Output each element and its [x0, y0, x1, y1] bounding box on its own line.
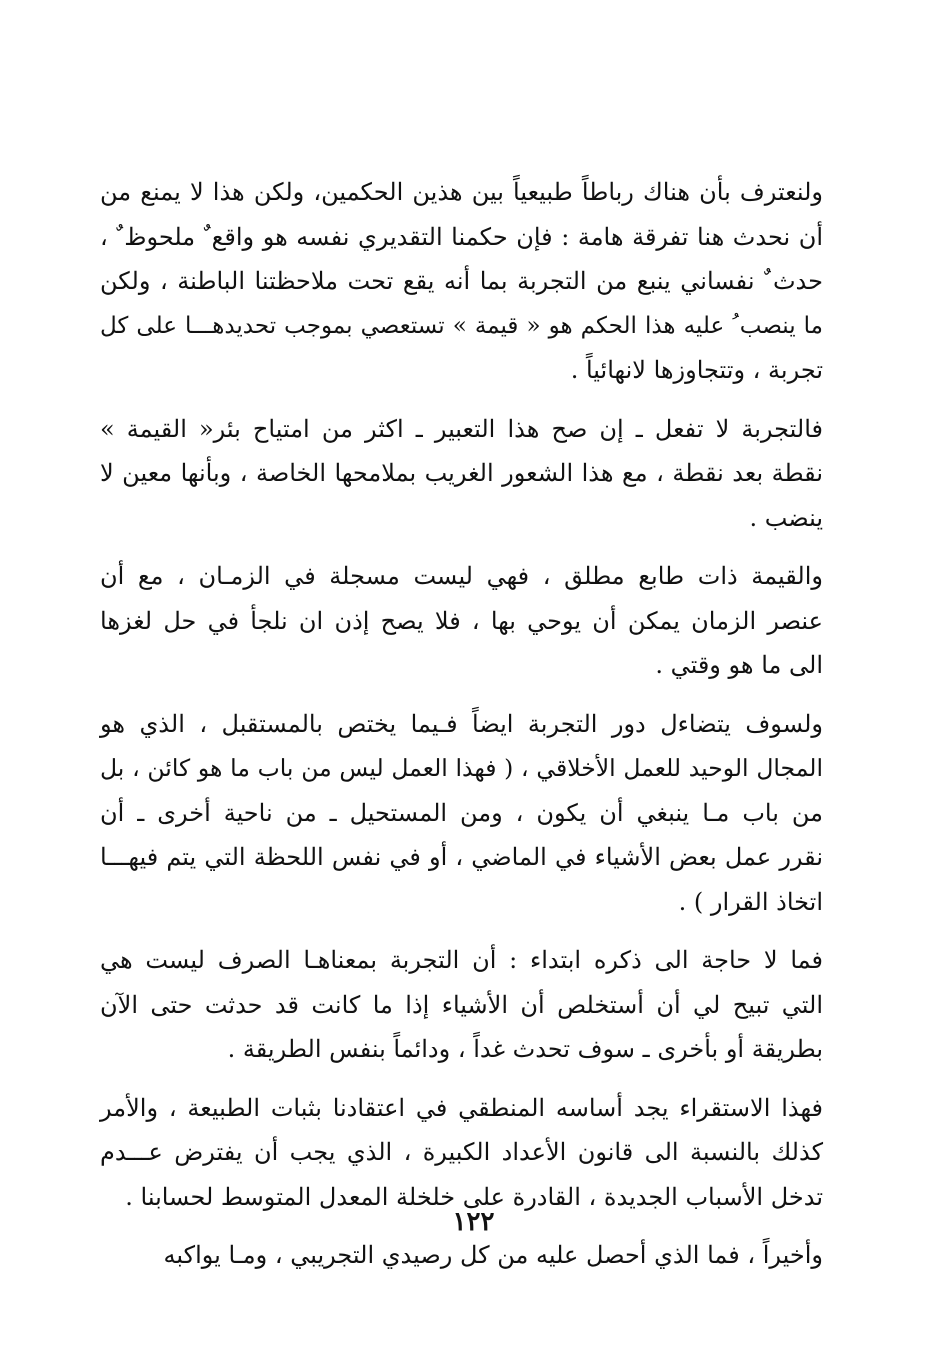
text-line: من باب مـا ينبغي أن يكون ، ومن المستحيل ـ من ناحية أخرى ـ أن — [100, 798, 823, 827]
text-line: ما ينصب ُ عليه هذا الحكم هو « قيمة » تستعصي بموجب تحديدهـــا على كل — [100, 312, 823, 339]
text-line: ينضب . — [749, 503, 823, 532]
text-line: نقطة بعد نقطة ، مع هذا الشعور الغريب بملامحها الخاصة ، وبأنها معين لا — [100, 459, 823, 487]
text-line: فالتجربة لا تفعل ـ إن صح هذا التعبير ـ اكثر من امتياح بئر« القيمة » — [100, 414, 823, 443]
text-line: اتخاذ القرار ) . — [678, 887, 823, 916]
text-line: فما لا حاجة الى ذكره ابتداء : أن التجربة بمعناهـا الصرف ليست هي — [100, 946, 823, 974]
paragraph — [100, 1233, 845, 1278]
text-line: حدث ٌ نفساني ينبع من التجربة بما أنه يقع تحت ملاحظتنا الباطنة ، ولكن — [100, 267, 823, 295]
text-line: وأخيراً ، فما الذي أحصل عليه من كل رصيدي التجريبي ، ومـا يواكبه — [163, 1241, 823, 1269]
text-line: كذلك بالنسبة الى قانون الأعداد الكبيرة ، الذي يجب أن يفترض عـــدم — [100, 1138, 823, 1166]
text-line: والقيمة ذات طابع مطلق ، فهي ليست مسجلة في الزمـان ، مع أن — [100, 562, 823, 590]
text-line: تجربة ، وتتجاوزها لانهائياً . — [570, 356, 823, 384]
paragraph — [100, 170, 845, 393]
paragraph — [100, 554, 845, 688]
text-line: الى ما هو وقتي . — [655, 651, 823, 679]
body-text — [100, 170, 845, 1292]
paragraph — [100, 702, 845, 925]
text-line: المجال الوحيد للعمل الأخلاقي ، ( فهذا العمل ليس من باب ما هو كائن ، بل — [100, 754, 823, 782]
text-line: نقرر عمل بعض الأشياء في الماضي ، أو في نفس اللحظة التي يتم فيهـــا — [100, 843, 823, 871]
page-number: ١٢٢ — [452, 1207, 495, 1237]
text-line: ولسوف يتضاءل دور التجربة ايضاً فـيما يختص بالمستقبل ، الذي هو — [100, 709, 823, 738]
paragraph — [100, 407, 845, 541]
paragraph — [100, 1086, 845, 1220]
text-line: أن نحدث هنا تفرقة هامة : فإن حكمنا التقديري نفسه هو واقع ٌ ملحوظ ٌ ، — [100, 222, 823, 251]
text-line: بطريقة أو بأخرى ـ سوف تحدث غداً ، ودائماً بنفس الطريقة . — [227, 1035, 823, 1063]
text-line: ولنعترف بأن هناك رباطاً طبيعياً بين هذين الحكمين، ولكن هذا لا يمنع من — [100, 178, 823, 206]
text-line: تدخل الأسباب الجديدة ، القادرة على خلخلة المعدل المتوسط لحسابنا . — [125, 1182, 823, 1211]
text-line: التي تبيح لي أن أستخلص أن الأشياء إذا ما كانت قد حدثت حتى الآن — [100, 990, 823, 1019]
paragraph — [100, 938, 845, 1072]
text-line: فهذا الاستقراء يجد أساسه المنطقي في اعتقادنا بثبات الطبيعة ، والأمر — [100, 1093, 823, 1122]
text-line: عنصر الزمان يمكن أن يوحي بها ، فلا يصح إذن ان نلجأ في حل لغزها — [100, 606, 823, 635]
